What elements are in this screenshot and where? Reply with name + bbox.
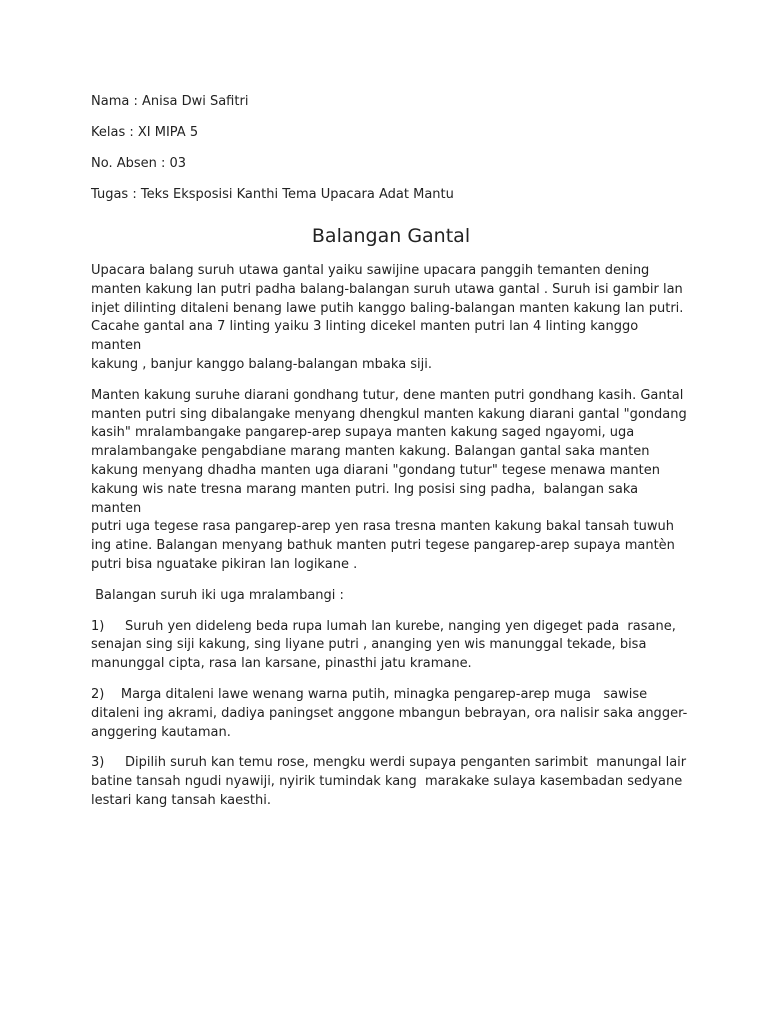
paragraph-intro: Upacara balang suruh utawa gantal yaiku sawijine upacara panggih temanten dening manten kakung lan putri padha balang-balangan suruh utawa gantal . Suruh isi gambir lan injet dilinting ditaleni benang lawe putih kanggo baling-balangan manten kakung lan putri. Cacahe gantal ana 7 linting yaiku 3 linting dicekel manten putri lan 4 linting kanggo manten kakung , banjur kanggo balang-balangan mbaka siji. — [91, 263, 684, 372]
student-number: No. Absen : 03 — [91, 156, 187, 171]
student-class: Kelas : XI MIPA 5 — [91, 125, 199, 140]
paragraph-meaning: Manten kakung suruhe diarani gondhang tutur, dene manten putri gondhang kasih. Gantal manten putri sing dibalangake menyang dhengkul manten kakung diarani gantal "gondang kasih" mralambangake pangarep-arep supaya manten kakung saged ngayomi, uga mralambangake pengabdiane marang manten kakung. Balangan gantal saka manten kakung menyang dhadha manten uga diarani "gondang tutur" tegese menawa manten kakung wis nate tresna marang manten putri. Ing posisi sing padha, balangan saka manten putri uga tegese rasa pangarep-arep yen rasa tresna manten kakung bakal tansah tuwuh ing atine. Balangan menyang bathuk manten putri tegese pangarep-arep supaya mantèn putri bisa nguatake pikiran lan logikane . — [91, 387, 687, 572]
student-name: Nama : Anisa Dwi Safitri — [91, 94, 249, 109]
document-title: Balangan Gantal — [311, 225, 471, 247]
list-item-2: 2) Marga ditaleni lawe wenang warna putih, minagka pengarep-arep muga sawise ditaleni ing akrami, dadiya paningset anggone mbangun bebrayan, ora nalisir saka angger- anggering kautaman. — [91, 686, 688, 740]
paragraph-symbol-heading: Balangan suruh iki uga mralambangi : — [91, 587, 344, 603]
list-item-3: 3) Dipilih suruh kan temu rose, mengku werdi supaya penganten sarimbit manungal lair batine tansah ngudi nyawiji, nyirik tumindak kang marakake sulaya kasembadan sedyane lestari kang tansah kaesthi. — [91, 755, 687, 808]
assignment-topic: Tugas : Teks Eksposisi Kanthi Tema Upacara Adat Mantu — [91, 187, 454, 202]
document-body — [91, 91, 691, 823]
list-item-1: 1) Suruh yen dideleng beda rupa lumah lan kurebe, nanging yen digeget pada rasane, senajan sing siji kakung, sing liyane putri , ananging yen wis manunggal tekade, bisa manunggal cipta, rasa lan karsane, pinasthi jatu kramane. — [91, 618, 676, 672]
